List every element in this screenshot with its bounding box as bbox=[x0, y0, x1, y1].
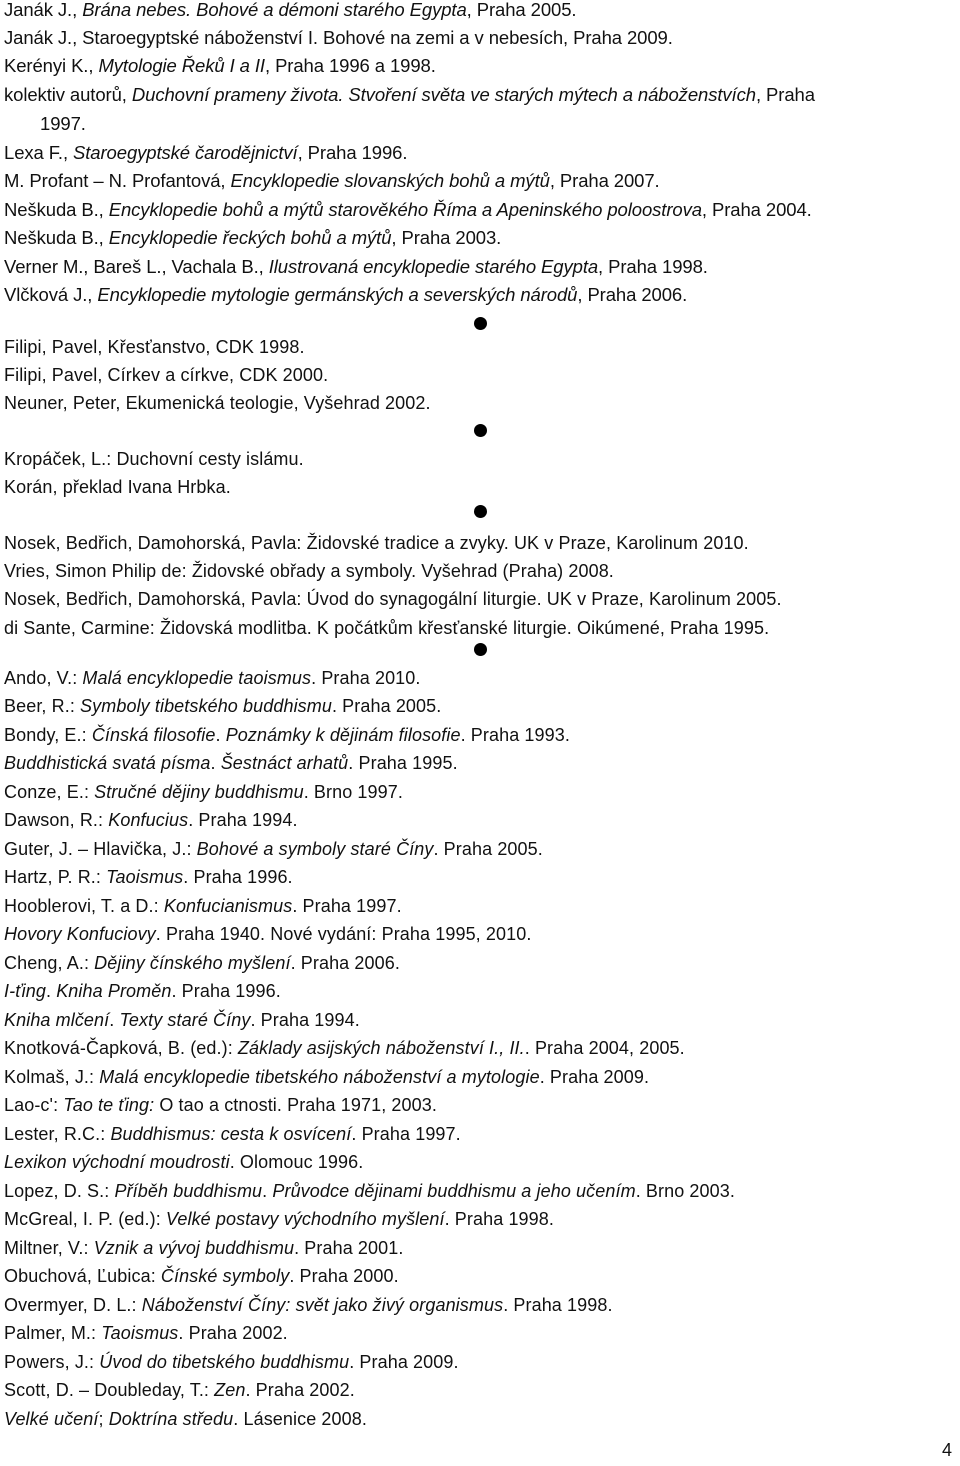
entry-text: Knotková-Čapková, B. (ed.): bbox=[4, 1038, 238, 1058]
entry-text: . Praha 1940. Nové vydání: Praha 1995, 2010. bbox=[155, 924, 532, 944]
entry-text: Janák J., bbox=[4, 0, 83, 20]
section-bullet-icon bbox=[474, 424, 487, 437]
bibliography-entry bbox=[4, 0, 576, 24]
entry-text: Lopez, D. S.: bbox=[4, 1181, 115, 1201]
entry-title-text: Taoismus bbox=[106, 867, 184, 887]
entry-title-text: Konfucius bbox=[108, 810, 189, 830]
entry-text: , Praha 1996. bbox=[297, 142, 408, 163]
entry-title-text: Encyklopedie bohů a mýtů starověkého Říma a Apeninského poloostrova bbox=[108, 199, 702, 220]
entry-title-text: Tao te ťing: bbox=[63, 1095, 155, 1115]
entry-text: Vries, Simon Philip de: Židovské obřady a symboly. Vyšehrad (Praha) 2008. bbox=[4, 561, 614, 581]
bibliography-entry bbox=[4, 1319, 288, 1347]
entry-text: . Praha 1994. bbox=[250, 1010, 360, 1030]
entry-text: . bbox=[262, 1181, 273, 1201]
bibliography-entry bbox=[4, 81, 815, 109]
entry-text: , Praha 1996 a 1998. bbox=[264, 55, 436, 76]
entry-text: . Praha 2004, 2005. bbox=[524, 1038, 685, 1058]
entry-text: , Praha 2003. bbox=[391, 227, 502, 248]
entry-text: . Praha 2001. bbox=[294, 1238, 404, 1258]
entry-text: kolektiv autorů, bbox=[4, 84, 132, 105]
entry-text: . Praha 2000. bbox=[289, 1266, 399, 1286]
entry-text: Filipi, Pavel, Křesťanstvo, CDK 1998. bbox=[4, 337, 305, 357]
entry-text: , Praha 2007. bbox=[549, 170, 660, 191]
entry-text: McGreal, I. P. (ed.): bbox=[4, 1209, 166, 1229]
entry-text: , Praha 2005. bbox=[466, 0, 577, 20]
bibliography-entry bbox=[4, 445, 304, 473]
entry-text: Lexa F., bbox=[4, 142, 74, 163]
entry-title-text: Malá encyklopedie tibetského náboženství a mytologie bbox=[99, 1067, 540, 1087]
entry-title-text: Encyklopedie slovanských bohů a mýtů bbox=[230, 170, 550, 191]
entry-title-text: Stručné dějiny buddhismu bbox=[94, 782, 304, 802]
entry-title-text: Kniha mlčení bbox=[4, 1010, 110, 1030]
bibliography-entry bbox=[4, 224, 501, 252]
entry-title-text: Průvodce dějinami buddhismu a jeho učením bbox=[272, 1181, 636, 1201]
entry-text: O tao a ctnosti. Praha 1971, 2003. bbox=[154, 1095, 437, 1115]
entry-text: . Praha 2006. bbox=[290, 953, 400, 973]
entry-text: Miltner, V.: bbox=[4, 1238, 94, 1258]
bibliography-entry bbox=[4, 977, 281, 1005]
section-bullet-icon bbox=[474, 317, 487, 330]
entry-text: M. Profant – N. Profantová, bbox=[4, 170, 231, 191]
bibliography-entry bbox=[4, 892, 402, 920]
entry-text: Neuner, Peter, Ekumenická teologie, Vyšehrad 2002. bbox=[4, 393, 431, 413]
bibliography-entry bbox=[4, 529, 749, 557]
entry-title-text: Malá encyklopedie taoismus bbox=[82, 668, 312, 688]
entry-title-text: Zen bbox=[214, 1380, 246, 1400]
entry-text: Ando, V.: bbox=[4, 668, 83, 688]
entry-text: Verner M., Bareš L., Vachala B., bbox=[4, 256, 269, 277]
bibliography-entry bbox=[4, 1063, 649, 1091]
entry-text: Scott, D. – Doubleday, T.: bbox=[4, 1380, 215, 1400]
entry-text: , Praha bbox=[755, 84, 815, 105]
entry-title-text: Kniha Proměn bbox=[56, 981, 172, 1001]
entry-text: . Praha 1994. bbox=[188, 810, 298, 830]
entry-text: . bbox=[46, 981, 57, 1001]
bibliography-entry bbox=[4, 281, 687, 309]
bibliography-entry bbox=[4, 361, 328, 389]
entry-title-text: Šestnáct arhatů bbox=[220, 753, 349, 773]
bibliography-entry bbox=[4, 949, 400, 977]
entry-text: di Sante, Carmine: Židovská modlitba. K počátkům křesťanské liturgie. Oikúmené, Praha 1995. bbox=[4, 618, 770, 638]
entry-title-text: Velké učení bbox=[4, 1409, 99, 1429]
bibliography-entry bbox=[4, 24, 673, 52]
section-bullet-icon bbox=[474, 505, 487, 518]
bibliography-entry bbox=[4, 692, 441, 720]
entry-text: Nosek, Bedřich, Damohorská, Pavla: Židovské tradice a zvyky. UK v Praze, Karolinum 2010. bbox=[4, 533, 749, 553]
bibliography-entry bbox=[4, 1120, 461, 1148]
entry-text: , Praha 2004. bbox=[701, 199, 812, 220]
entry-title-text: I-ťing bbox=[4, 981, 46, 1001]
entry-text: . Praha 1997. bbox=[292, 896, 402, 916]
bibliography-entry bbox=[4, 806, 298, 834]
entry-text: Filipi, Pavel, Církev a církve, CDK 2000. bbox=[4, 365, 329, 385]
entry-title-text: Náboženství Číny: svět jako živý organismus bbox=[141, 1295, 504, 1315]
bibliography-entry bbox=[4, 1376, 355, 1404]
entry-title-text: Základy asijských náboženství I., II. bbox=[237, 1038, 525, 1058]
entry-text: . Praha 1996. bbox=[183, 867, 293, 887]
entry-text: . Praha 1996. bbox=[171, 981, 281, 1001]
entry-text: Kerényi K., bbox=[4, 55, 99, 76]
entry-text: . Brno 1997. bbox=[303, 782, 403, 802]
entry-title-text: Brána nebes. Bohové a démoni starého Egypta bbox=[82, 0, 467, 20]
entry-text: . Praha 2005. bbox=[331, 696, 442, 716]
bibliography-entry bbox=[4, 557, 614, 585]
bibliography-entry bbox=[4, 1177, 735, 1205]
bibliography-entry bbox=[4, 920, 531, 948]
entry-text: Korán, překlad Ivana Hrbka. bbox=[4, 477, 231, 497]
entry-title-text: Velké postavy východního myšlení bbox=[165, 1209, 445, 1229]
entry-text: . bbox=[210, 753, 221, 773]
bibliography-entry bbox=[4, 835, 543, 863]
bibliography-entry bbox=[4, 167, 660, 195]
entry-text: Conze, E.: bbox=[4, 782, 95, 802]
entry-text: . bbox=[215, 725, 226, 745]
bibliography-entry bbox=[4, 1034, 685, 1062]
bibliography-entry bbox=[4, 139, 407, 167]
entry-text: Kropáček, L.: Duchovní cesty islámu. bbox=[4, 449, 304, 469]
bibliography-entry bbox=[4, 473, 231, 501]
entry-text: . Praha 2002. bbox=[178, 1323, 288, 1343]
entry-title-text: Bohové a symboly staré Číny bbox=[196, 839, 434, 859]
bibliography-entry bbox=[4, 1262, 399, 1290]
entry-text: . Brno 2003. bbox=[635, 1181, 735, 1201]
entry-title-text: Doktrína středu bbox=[108, 1409, 234, 1429]
entry-text: . Praha 1997. bbox=[351, 1124, 461, 1144]
entry-title-text: Příběh buddhismu bbox=[114, 1181, 263, 1201]
entry-text: . Praha 2009. bbox=[539, 1067, 650, 1087]
entry-text: ; bbox=[98, 1409, 109, 1429]
entry-title-text: Encyklopedie řeckých bohů a mýtů bbox=[108, 227, 392, 248]
entry-title-text: Čínská filosofie bbox=[91, 725, 216, 745]
entry-text: . bbox=[109, 1010, 120, 1030]
entry-text: Lester, R.C.: bbox=[4, 1124, 111, 1144]
entry-text: . Praha 2010. bbox=[311, 668, 421, 688]
bibliography-entry bbox=[4, 721, 570, 749]
entry-title-text: Ilustrovaná encyklopedie starého Egypta bbox=[268, 256, 599, 277]
entry-title-text: Taoismus bbox=[101, 1323, 179, 1343]
entry-text: , Praha 1998. bbox=[598, 256, 708, 277]
entry-text: Powers, J.: bbox=[4, 1352, 100, 1372]
bibliography-entry bbox=[4, 614, 769, 642]
entry-text: Hooblerovi, T. a D.: bbox=[4, 896, 164, 916]
bibliography-entry bbox=[4, 253, 708, 281]
bibliography-entry bbox=[4, 333, 305, 361]
entry-title-text: Texty staré Číny bbox=[119, 1010, 251, 1030]
entry-title-text: Mytologie Řeků I a II bbox=[98, 55, 265, 76]
entry-text: Obuchová, Ľubica: bbox=[4, 1266, 161, 1286]
entry-text: . Olomouc 1996. bbox=[229, 1152, 364, 1172]
bibliography-entry bbox=[4, 1148, 363, 1176]
bibliography-entry bbox=[4, 389, 431, 417]
entry-text: Hartz, P. R.: bbox=[4, 867, 107, 887]
entry-text: Guter, J. – Hlavička, J.: bbox=[4, 839, 197, 859]
bibliography-entry bbox=[4, 52, 436, 80]
entry-text: Dawson, R.: bbox=[4, 810, 109, 830]
bibliography-entry bbox=[4, 1006, 360, 1034]
section-bullet-icon bbox=[474, 643, 487, 656]
bibliography-entry bbox=[4, 1291, 613, 1319]
entry-text: Kolmaš, J.: bbox=[4, 1067, 100, 1087]
entry-text: Overmyer, D. L.: bbox=[4, 1295, 142, 1315]
bibliography-entry bbox=[40, 110, 86, 138]
entry-text: Palmer, M.: bbox=[4, 1323, 102, 1343]
entry-title-text: Duchovní prameny života. Stvoření světa ve starých mýtech a náboženstvích bbox=[131, 84, 756, 105]
entry-title-text: Buddhismus: cesta k osvícení bbox=[110, 1124, 352, 1144]
entry-title-text: Poznámky k dějinám filosofie bbox=[225, 725, 461, 745]
bibliography-entry bbox=[4, 1234, 403, 1262]
entry-title-text: Hovory Konfuciovy bbox=[4, 924, 156, 944]
entry-text: . Lásenice 2008. bbox=[233, 1409, 367, 1429]
bibliography-entry bbox=[4, 585, 782, 613]
bibliography-entry bbox=[4, 1405, 367, 1433]
page-number: 4 bbox=[941, 1440, 952, 1460]
entry-text: . Praha 2009. bbox=[349, 1352, 459, 1372]
entry-title-text: Lexikon východní moudrosti bbox=[4, 1152, 230, 1172]
entry-text: Cheng, A.: bbox=[4, 953, 95, 973]
entry-text: . Praha 2005. bbox=[433, 839, 543, 859]
entry-text: . Praha 2002. bbox=[245, 1380, 355, 1400]
bibliography-entry bbox=[4, 1091, 437, 1119]
entry-text: 1997. bbox=[40, 113, 86, 134]
entry-title-text: Vznik a vývoj buddhismu bbox=[93, 1238, 295, 1258]
entry-text: . Praha 1993. bbox=[460, 725, 570, 745]
bibliography-entry bbox=[4, 1205, 554, 1233]
entry-text: Beer, R.: bbox=[4, 696, 81, 716]
entry-text: Neškuda B., bbox=[4, 199, 109, 220]
entry-text: , Praha 2006. bbox=[577, 284, 688, 305]
entry-title-text: Úvod do tibetského buddhismu bbox=[99, 1352, 350, 1372]
entry-title-text: Encyklopedie mytologie germánských a severských národů bbox=[97, 284, 578, 305]
bibliography-entry bbox=[4, 196, 812, 224]
bibliography-entry bbox=[4, 863, 293, 891]
entry-text: Bondy, E.: bbox=[4, 725, 92, 745]
bibliography-entry bbox=[4, 1348, 459, 1376]
bibliography-entry bbox=[4, 749, 458, 777]
bibliography-entry bbox=[4, 664, 421, 692]
entry-text: Lao-c': bbox=[4, 1095, 64, 1115]
entry-title-text: Dějiny čínského myšlení bbox=[94, 953, 291, 973]
entry-text: Neškuda B., bbox=[4, 227, 109, 248]
entry-text: . Praha 1995. bbox=[348, 753, 458, 773]
entry-title-text: Čínské symboly bbox=[160, 1266, 290, 1286]
entry-text: Janák J., Staroegyptské náboženství I. Bohové na zemi a v nebesích, Praha 2009. bbox=[4, 27, 673, 48]
entry-title-text: Buddhistická svatá písma bbox=[4, 753, 211, 773]
entry-text: Nosek, Bedřich, Damohorská, Pavla: Úvod do synagogální liturgie. UK v Praze, Karolinum 2005. bbox=[4, 589, 782, 609]
entry-text: . Praha 1998. bbox=[444, 1209, 554, 1229]
entry-text: Vlčková J., bbox=[4, 284, 98, 305]
entry-title-text: Staroegyptské čarodějnictví bbox=[73, 142, 298, 163]
entry-title-text: Symboly tibetského buddhismu bbox=[80, 696, 332, 716]
entry-title-text: Konfucianismus bbox=[163, 896, 293, 916]
entry-text: . Praha 1998. bbox=[503, 1295, 613, 1315]
bibliography-entry bbox=[4, 778, 403, 806]
